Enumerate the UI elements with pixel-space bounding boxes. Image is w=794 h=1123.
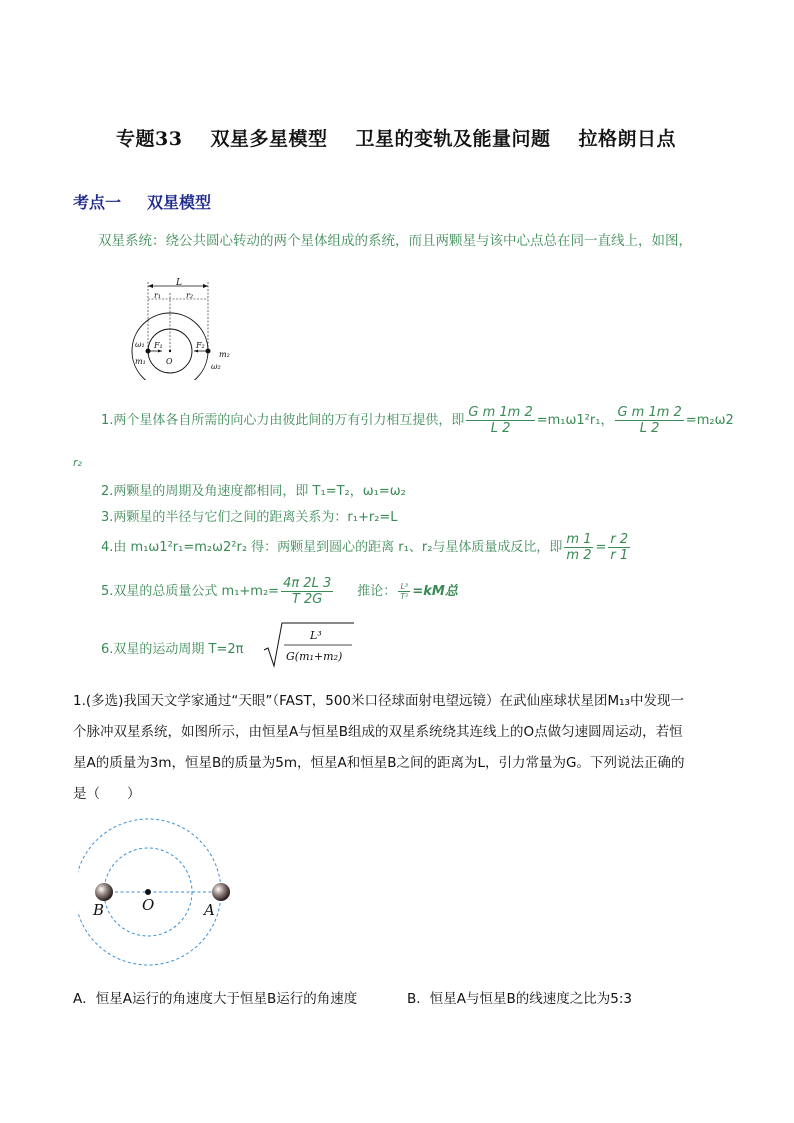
- sqrt-numerator: L³: [310, 629, 322, 642]
- point-4: 4.由 m₁ω1²r₁=m₂ω2²r₂ 得：两颗星到圆心的距离 r₁、r₂与星体质量成反比，即 $\frac{m 1}{m 2}$ = $\frac{r 2}{r 1}$: [101, 532, 629, 563]
- label-A: A: [204, 901, 215, 919]
- p1-fraction-1: $\frac{\text{G m 1m 2}}{L 2}$: [468, 405, 533, 436]
- label-F1: F₁: [154, 341, 163, 350]
- point-3: 3.两颗星的半径与它们之间的距离关系为：r₁+r₂=L: [101, 510, 398, 525]
- intro-text: 双星系统：绕公共圆心转动的两个星体组成的系统，而且两颗星与该中心点总在同一直线上，如图，: [98, 233, 692, 249]
- section-label: 考点一: [73, 193, 122, 212]
- label-O: O: [142, 896, 155, 914]
- label-O: O: [166, 357, 173, 366]
- p4-fraction-2: $\frac{r 2}{r 1}$: [610, 532, 629, 563]
- topic-number: 专题33: [116, 128, 183, 150]
- point-6: 6.双星的运动周期 T=2π: [101, 642, 244, 657]
- star-m2: [206, 349, 211, 354]
- label-m2: m₂: [219, 350, 230, 359]
- label-omega2: ω₂: [211, 362, 221, 371]
- point-1: 1.两个星体各自所需的向心力由彼此间的万有引力相互提供，即 $\frac{\text{G m 1m 2}}{L 2}$ =m₁ω1²r₁， $\frac{\text{G m 1m 2}}{L 2}$ =m₂ω2: [101, 405, 734, 436]
- binary-star-diagram: [128, 275, 243, 380]
- label-B: B: [93, 901, 105, 919]
- sqrt-symbol: [262, 620, 357, 670]
- option-A: A．恒星A运行的角速度大于恒星B运行的角速度: [73, 991, 358, 1007]
- point-5: 5.双星的总质量公式 m₁+m₂= $\frac{4\pi 2L 3}{T 2G}$ 推论： $\frac{\text{L³}}{\text{T²}}$ =kM总: [101, 576, 458, 607]
- page-title: [116, 124, 676, 151]
- title-part-3: 拉格朗日点: [578, 128, 676, 150]
- option-B: B．恒星A与恒星B的线速度之比为5:3: [407, 991, 632, 1007]
- section-name: 双星模型: [147, 193, 212, 212]
- question-line-3: 星A的质量为3m，恒星B的质量为5m，恒星A和恒星B之间的距离为L，引力常量为G。下列说法正确的: [73, 755, 685, 771]
- star-B: [95, 883, 113, 901]
- p4-fraction-1: $\frac{m 1}{m 2}$: [566, 532, 592, 563]
- p1-fraction-2: $\frac{\text{G m 1m 2}}{L 2}$: [617, 405, 682, 436]
- point-1-continuation: r₂: [73, 456, 82, 469]
- label-r1: r₁: [154, 291, 162, 300]
- center-point-O: [145, 889, 151, 895]
- point-2: 2.两颗星的周期及角速度都相同，即 T₁=T₂，ω₁=ω₂: [101, 484, 406, 499]
- p5-fraction: $\frac{4\pi 2L 3}{T 2G}$: [283, 576, 332, 607]
- star-m1: [146, 349, 151, 354]
- title-part-1: 双星多星模型: [210, 128, 328, 150]
- label-F2: F₂: [196, 341, 205, 350]
- p5-infer-fraction: $\frac{\text{L³}}{\text{T²}}$: [400, 582, 409, 601]
- sqrt-denominator: G(m₁+m₂): [286, 650, 343, 663]
- label-r2: r₂: [186, 291, 194, 300]
- label-omega1: ω₁: [135, 340, 145, 349]
- star-A: [212, 883, 230, 901]
- orbit-diagram: [78, 812, 238, 972]
- section-heading: [73, 190, 211, 213]
- label-m1: m₁: [135, 357, 146, 366]
- label-L: L: [176, 278, 182, 288]
- question-line-4: 是（ ）: [73, 786, 141, 802]
- question-line-2: 个脉冲双星系统，如图所示，由恒星A与恒星B组成的双星系统绕其连线上的O点做匀速圆周运动，若恒: [73, 724, 683, 740]
- title-part-2: 卫星的变轨及能量问题: [355, 128, 551, 150]
- question-line-1: 1.(多选)我国天文学家通过“天眼”（FAST，500米口径球面射电望远镜）在武仙座球状星团M₁₃中发现一: [73, 693, 684, 709]
